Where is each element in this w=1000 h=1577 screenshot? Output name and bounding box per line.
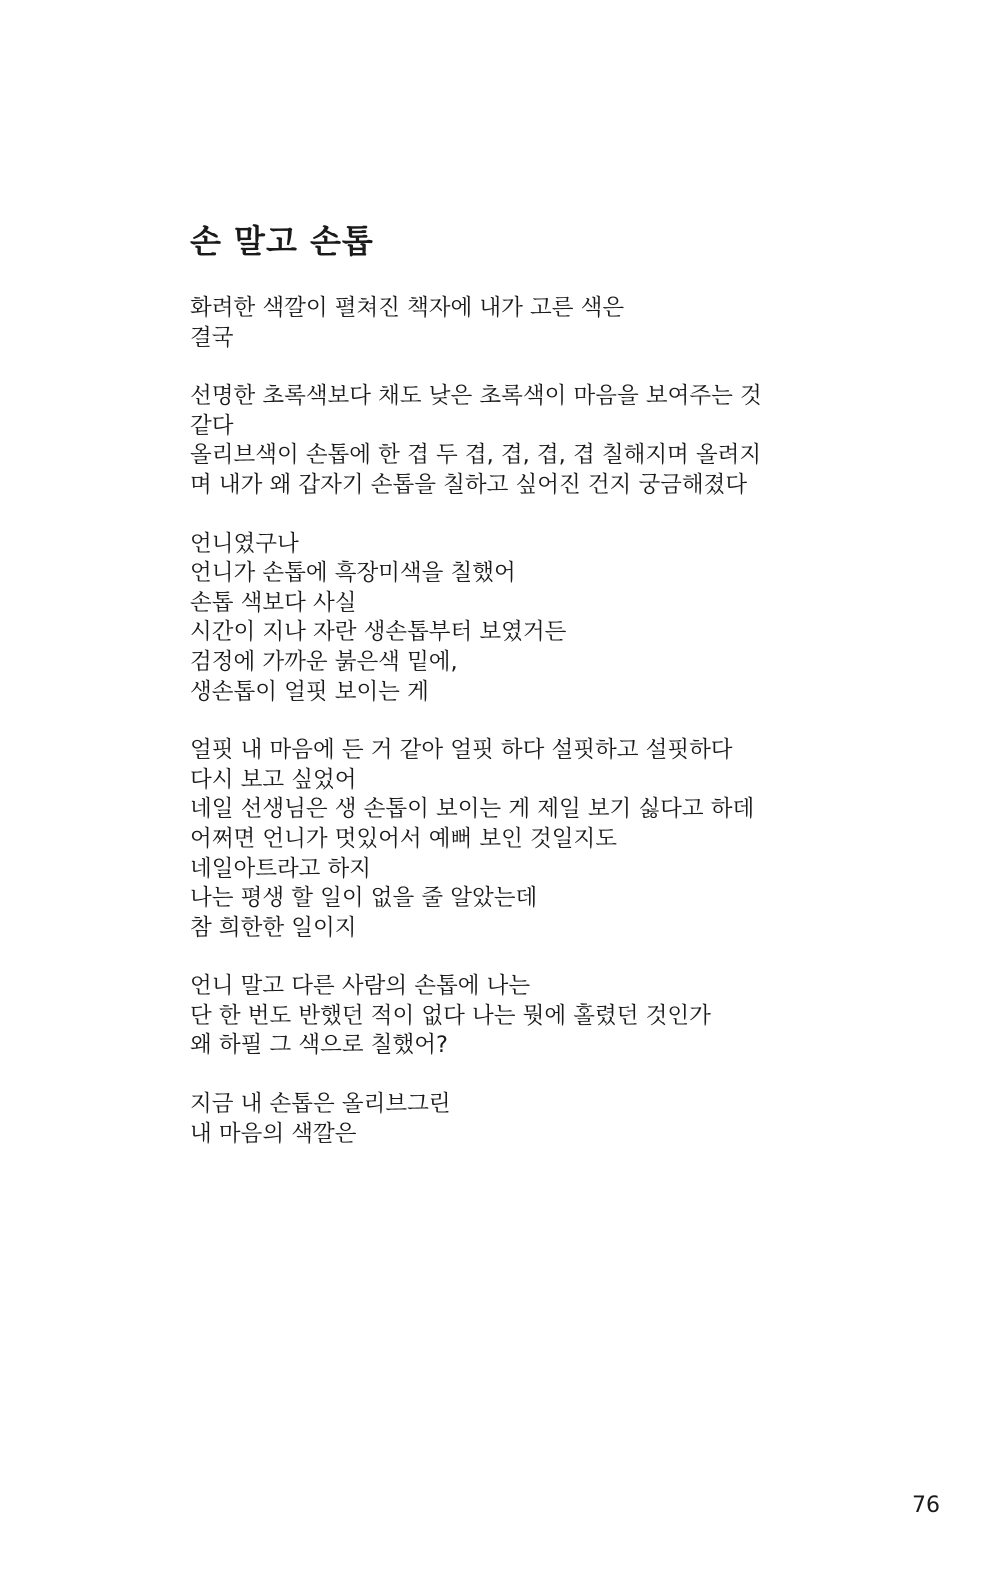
poem-line: 언니였구나 xyxy=(190,530,299,557)
poem-line: 다시 보고 싶었어 xyxy=(190,766,357,793)
poem-line: 내 마음의 색깔은 xyxy=(190,1120,357,1147)
poem-line: 나는 평생 할 일이 없을 줄 알았는데 xyxy=(190,885,538,912)
poem-line: 시간이 지나 자란 생손톱부터 보였거든 xyxy=(190,619,567,646)
poem-line: 왜 하필 그 색으로 칠했어? xyxy=(190,1032,448,1059)
poem-line: 네일아트라고 하지 xyxy=(190,855,372,882)
poem-line: 며 내가 왜 갑자기 손톱을 칠하고 싶어진 건지 궁금해졌다 xyxy=(190,471,748,498)
poem-line: 단 한 번도 반했던 적이 없다 나는 뭣에 홀렸던 것인가 xyxy=(190,1002,711,1029)
poem-line: 결국 xyxy=(190,324,234,351)
poem-line: 올리브색이 손톱에 한 겹 두 겹, 겹, 겹, 겹 칠해지며 올려지 xyxy=(190,442,762,469)
poem-line: 생손톱이 얼핏 보이는 게 xyxy=(190,678,429,705)
poem-line: 지금 내 손톱은 올리브그린 xyxy=(190,1091,451,1118)
poem-body xyxy=(190,294,830,1178)
poem-line: 네일 선생님은 생 손톱이 보이는 게 제일 보기 싫다고 하데 xyxy=(190,796,755,823)
poem-line: 어쩌면 언니가 멋있어서 예뻐 보인 것일지도 xyxy=(190,825,617,852)
poem-line: 언니 말고 다른 사람의 손톱에 나는 xyxy=(190,973,531,1000)
poem-line: 참 희한한 일이지 xyxy=(190,914,357,941)
poem-line: 검정에 가까운 붉은색 밑에, xyxy=(190,648,458,675)
poem-title: 손 말고 손톱 xyxy=(190,222,374,260)
poem-line: 얼핏 내 마음에 든 거 같아 얼핏 하다 설핏하고 설핏하다 xyxy=(190,737,733,764)
poem-line: 언니가 손톱에 흑장미색을 칠했어 xyxy=(190,560,516,587)
stanza-2 xyxy=(190,382,830,500)
poem-line: 선명한 초록색보다 채도 낮은 초록색이 마음을 보여주는 것 xyxy=(190,383,762,410)
stanza-6 xyxy=(190,1090,830,1149)
stanza-1 xyxy=(190,294,830,353)
stanza-3 xyxy=(190,530,830,708)
poem-line: 같다 xyxy=(190,412,234,439)
stanza-5 xyxy=(190,972,830,1061)
stanza-4 xyxy=(190,736,830,943)
page-number: 76 xyxy=(912,1493,940,1518)
poem-line: 화려한 색깔이 펼쳐진 책자에 내가 고른 색은 xyxy=(190,295,625,321)
poem-line: 손톱 색보다 사실 xyxy=(190,589,357,616)
